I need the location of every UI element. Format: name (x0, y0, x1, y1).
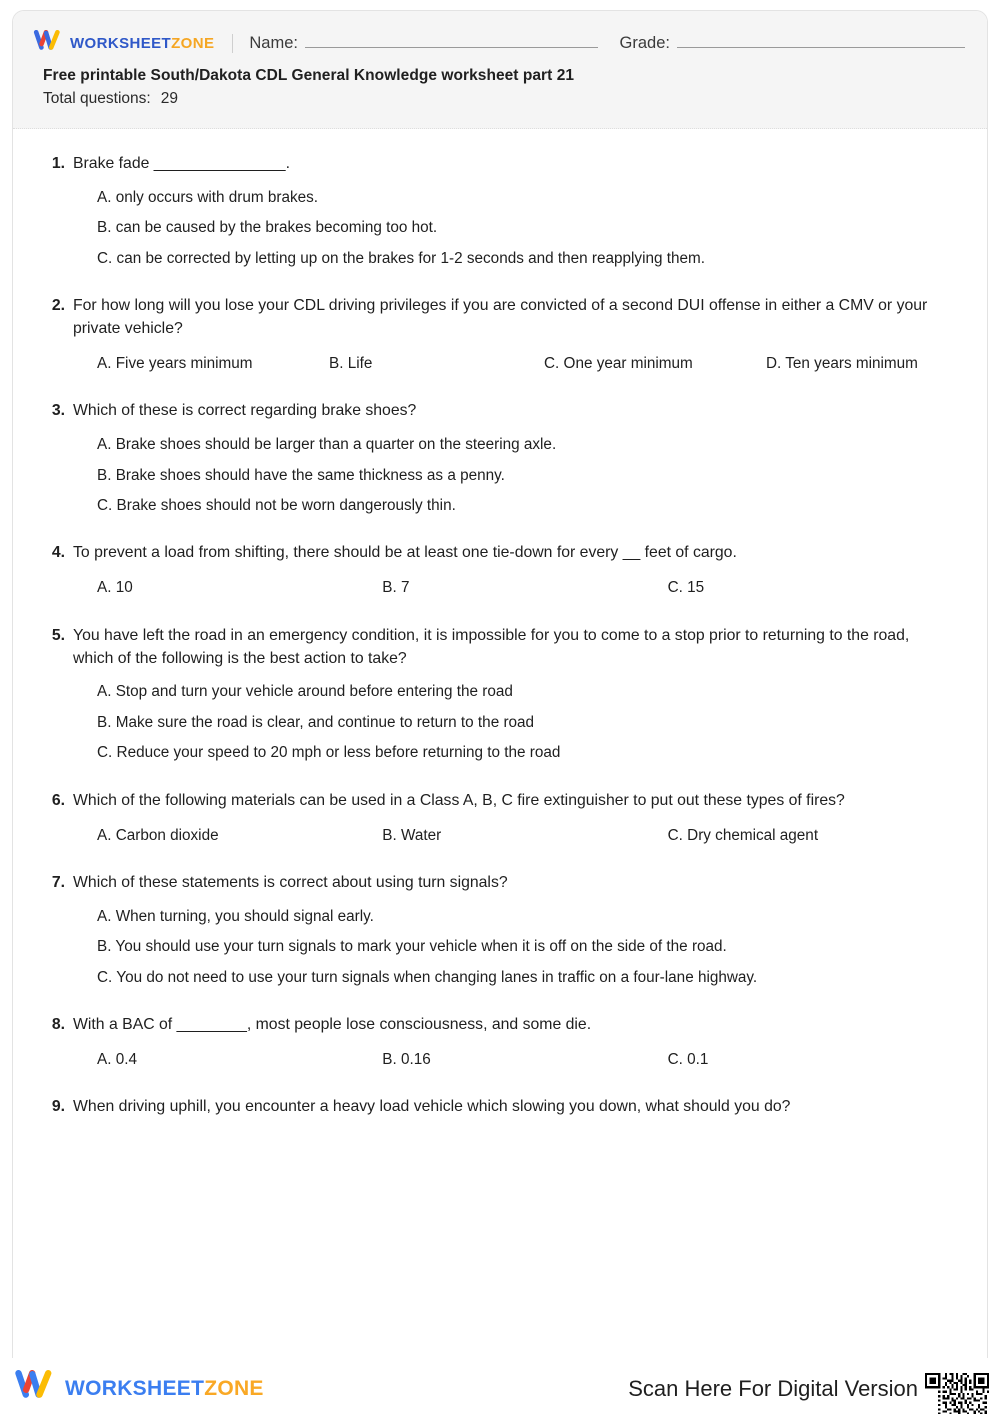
name-field-label: Name: (249, 34, 298, 52)
question-body (73, 790, 953, 846)
question-body (73, 872, 953, 988)
grade-field[interactable] (620, 34, 965, 53)
option-c[interactable]: C. Brake shoes should not be worn dangerously thin. (97, 497, 456, 514)
option-c[interactable]: C. 15 (667, 579, 705, 597)
option-b[interactable]: B. Life (329, 354, 373, 372)
option-b[interactable]: B. You should use your turn signals to mark your vehicle when it is off on the side of the road. (97, 938, 727, 956)
worksheet-zone-w-logo-icon (14, 1370, 56, 1406)
options-list (73, 815, 953, 846)
worksheet-header (13, 11, 987, 129)
options-list (73, 1039, 953, 1070)
question-body (73, 153, 953, 269)
spacer (47, 994, 953, 1014)
question-text: Which of these is correct regarding brake shoes? (73, 402, 417, 420)
question-number: 4. (51, 544, 65, 562)
question-number: 7. (51, 874, 65, 891)
option-c[interactable]: C. 0.1 (667, 1051, 709, 1068)
option-b[interactable]: B. 7 (382, 579, 410, 597)
question-body (73, 625, 953, 764)
option-d[interactable]: D. Ten years minimum (766, 354, 918, 372)
option-c[interactable]: C. Reduce your speed to 20 mph or less before returning to the road (97, 744, 561, 762)
footer-brand-logo[interactable] (14, 1370, 264, 1406)
total-questions (13, 85, 987, 128)
question-text: Which of these statements is correct about using turn signals? (73, 874, 508, 891)
question-item (47, 1014, 953, 1070)
total-questions-count: 29 (160, 90, 178, 107)
question-body (73, 542, 953, 598)
question-text: To prevent a load from shifting, there should be at least one tie-down for every __ feet of cargo. (73, 544, 737, 562)
question-item (47, 625, 953, 764)
question-text: With a BAC of ________, most people lose consciousness, and some die. (73, 1016, 592, 1034)
question-item (47, 542, 953, 598)
total-questions-label: Total questions: (43, 90, 151, 107)
spacer (47, 852, 953, 872)
question-body (73, 400, 953, 516)
option-b[interactable]: B. Water (382, 826, 442, 844)
options-list (73, 343, 953, 374)
spacer (47, 380, 953, 400)
option-b[interactable]: B. Brake shoes should have the same thickness as a penny. (97, 466, 505, 484)
option-c[interactable]: C. One year minimum (544, 354, 693, 372)
question-number: 2. (51, 297, 65, 315)
question-number: 3. (51, 402, 65, 420)
question-number: 1. (51, 155, 65, 172)
page-footer (0, 1366, 1000, 1414)
footer-brand-name-worksheet: WORKSHEET (65, 1376, 205, 1400)
options-list (73, 425, 953, 516)
option-a[interactable]: A. Carbon dioxide (97, 826, 219, 844)
option-b[interactable]: B. 0.16 (382, 1051, 431, 1068)
question-text: You have left the road in an emergency condition, it is impossible for you to come to a stop prior to returning to the road, which of the following is the best action to take? (73, 626, 910, 667)
footer-brand-logo-text (65, 1378, 264, 1399)
footer-brand-name-zone: ZONE (204, 1376, 264, 1400)
option-c[interactable]: C. Dry chemical agent (667, 826, 819, 844)
grade-field-label: Grade: (619, 34, 670, 52)
header-top-row (13, 11, 987, 67)
worksheet-title: Free printable South/Dakota CDL General Knowledge worksheet part 21 (43, 67, 575, 84)
question-body (73, 1014, 953, 1070)
option-a[interactable]: A. 0.4 (97, 1051, 137, 1068)
option-c[interactable]: C. can be corrected by letting up on the brakes for 1-2 seconds and then reapplying them. (97, 249, 705, 267)
qr-code-icon[interactable] (922, 1370, 992, 1414)
option-a[interactable]: A. Brake shoes should be larger than a quarter on the steering axle. (97, 436, 557, 454)
question-text: When driving uphill, you encounter a heavy load vehicle which slowing you down, what should you do? (73, 1098, 791, 1116)
spacer (47, 275, 953, 295)
question-body (73, 295, 953, 374)
question-text: Which of the following materials can be used in a Class A, B, C fire extinguisher to put out these types of fires? (73, 791, 845, 809)
option-b[interactable]: B. can be caused by the brakes becoming too hot. (97, 219, 438, 237)
header-divider (232, 34, 233, 53)
question-number: 9. (51, 1098, 65, 1116)
question-item (47, 1096, 953, 1121)
worksheet-card (12, 10, 988, 1358)
option-b[interactable]: B. Make sure the road is clear, and continue to return to the road (97, 713, 535, 731)
name-field[interactable] (249, 34, 597, 53)
option-a[interactable]: A. only occurs with drum brakes. (97, 188, 319, 206)
question-item (47, 790, 953, 846)
options-list (73, 897, 953, 988)
brand-name-worksheet: WORKSHEET (70, 35, 172, 52)
option-a[interactable]: A. 10 (97, 579, 133, 597)
option-c[interactable]: C. You do not need to use your turn signals when changing lanes in traffic on a four-lane highway. (97, 968, 758, 986)
option-a[interactable]: A. Stop and turn your vehicle around before entering the road (97, 683, 513, 701)
question-item (47, 400, 953, 516)
brand-logo-text (70, 36, 214, 51)
question-number: 6. (51, 791, 65, 809)
question-number: 5. (51, 626, 65, 644)
spacer (47, 1076, 953, 1096)
question-body (73, 1096, 953, 1121)
brand-name-zone: ZONE (171, 35, 215, 52)
worksheet-zone-w-logo-icon (33, 30, 63, 57)
question-item (47, 872, 953, 988)
spacer (47, 770, 953, 790)
question-text: For how long will you lose your CDL driving privileges if you are convicted of a second DUI offense in either a CMV or your private vehicle? (73, 297, 928, 337)
question-number: 8. (51, 1016, 65, 1034)
options-list (73, 672, 953, 763)
grade-field-line[interactable] (677, 34, 965, 48)
scan-instruction-text: Scan Here For Digital Version (628, 1376, 918, 1401)
question-item (47, 295, 953, 374)
spacer (47, 605, 953, 625)
questions-list (13, 129, 987, 1137)
name-field-line[interactable] (305, 34, 598, 48)
option-a[interactable]: A. When turning, you should signal early. (97, 907, 374, 925)
spacer (47, 522, 953, 542)
options-list (73, 178, 953, 269)
options-list (73, 567, 953, 598)
option-a[interactable]: A. Five years minimum (97, 354, 253, 372)
brand-logo[interactable] (33, 30, 214, 57)
question-text: Brake fade _______________. (73, 155, 290, 172)
question-item (47, 153, 953, 269)
